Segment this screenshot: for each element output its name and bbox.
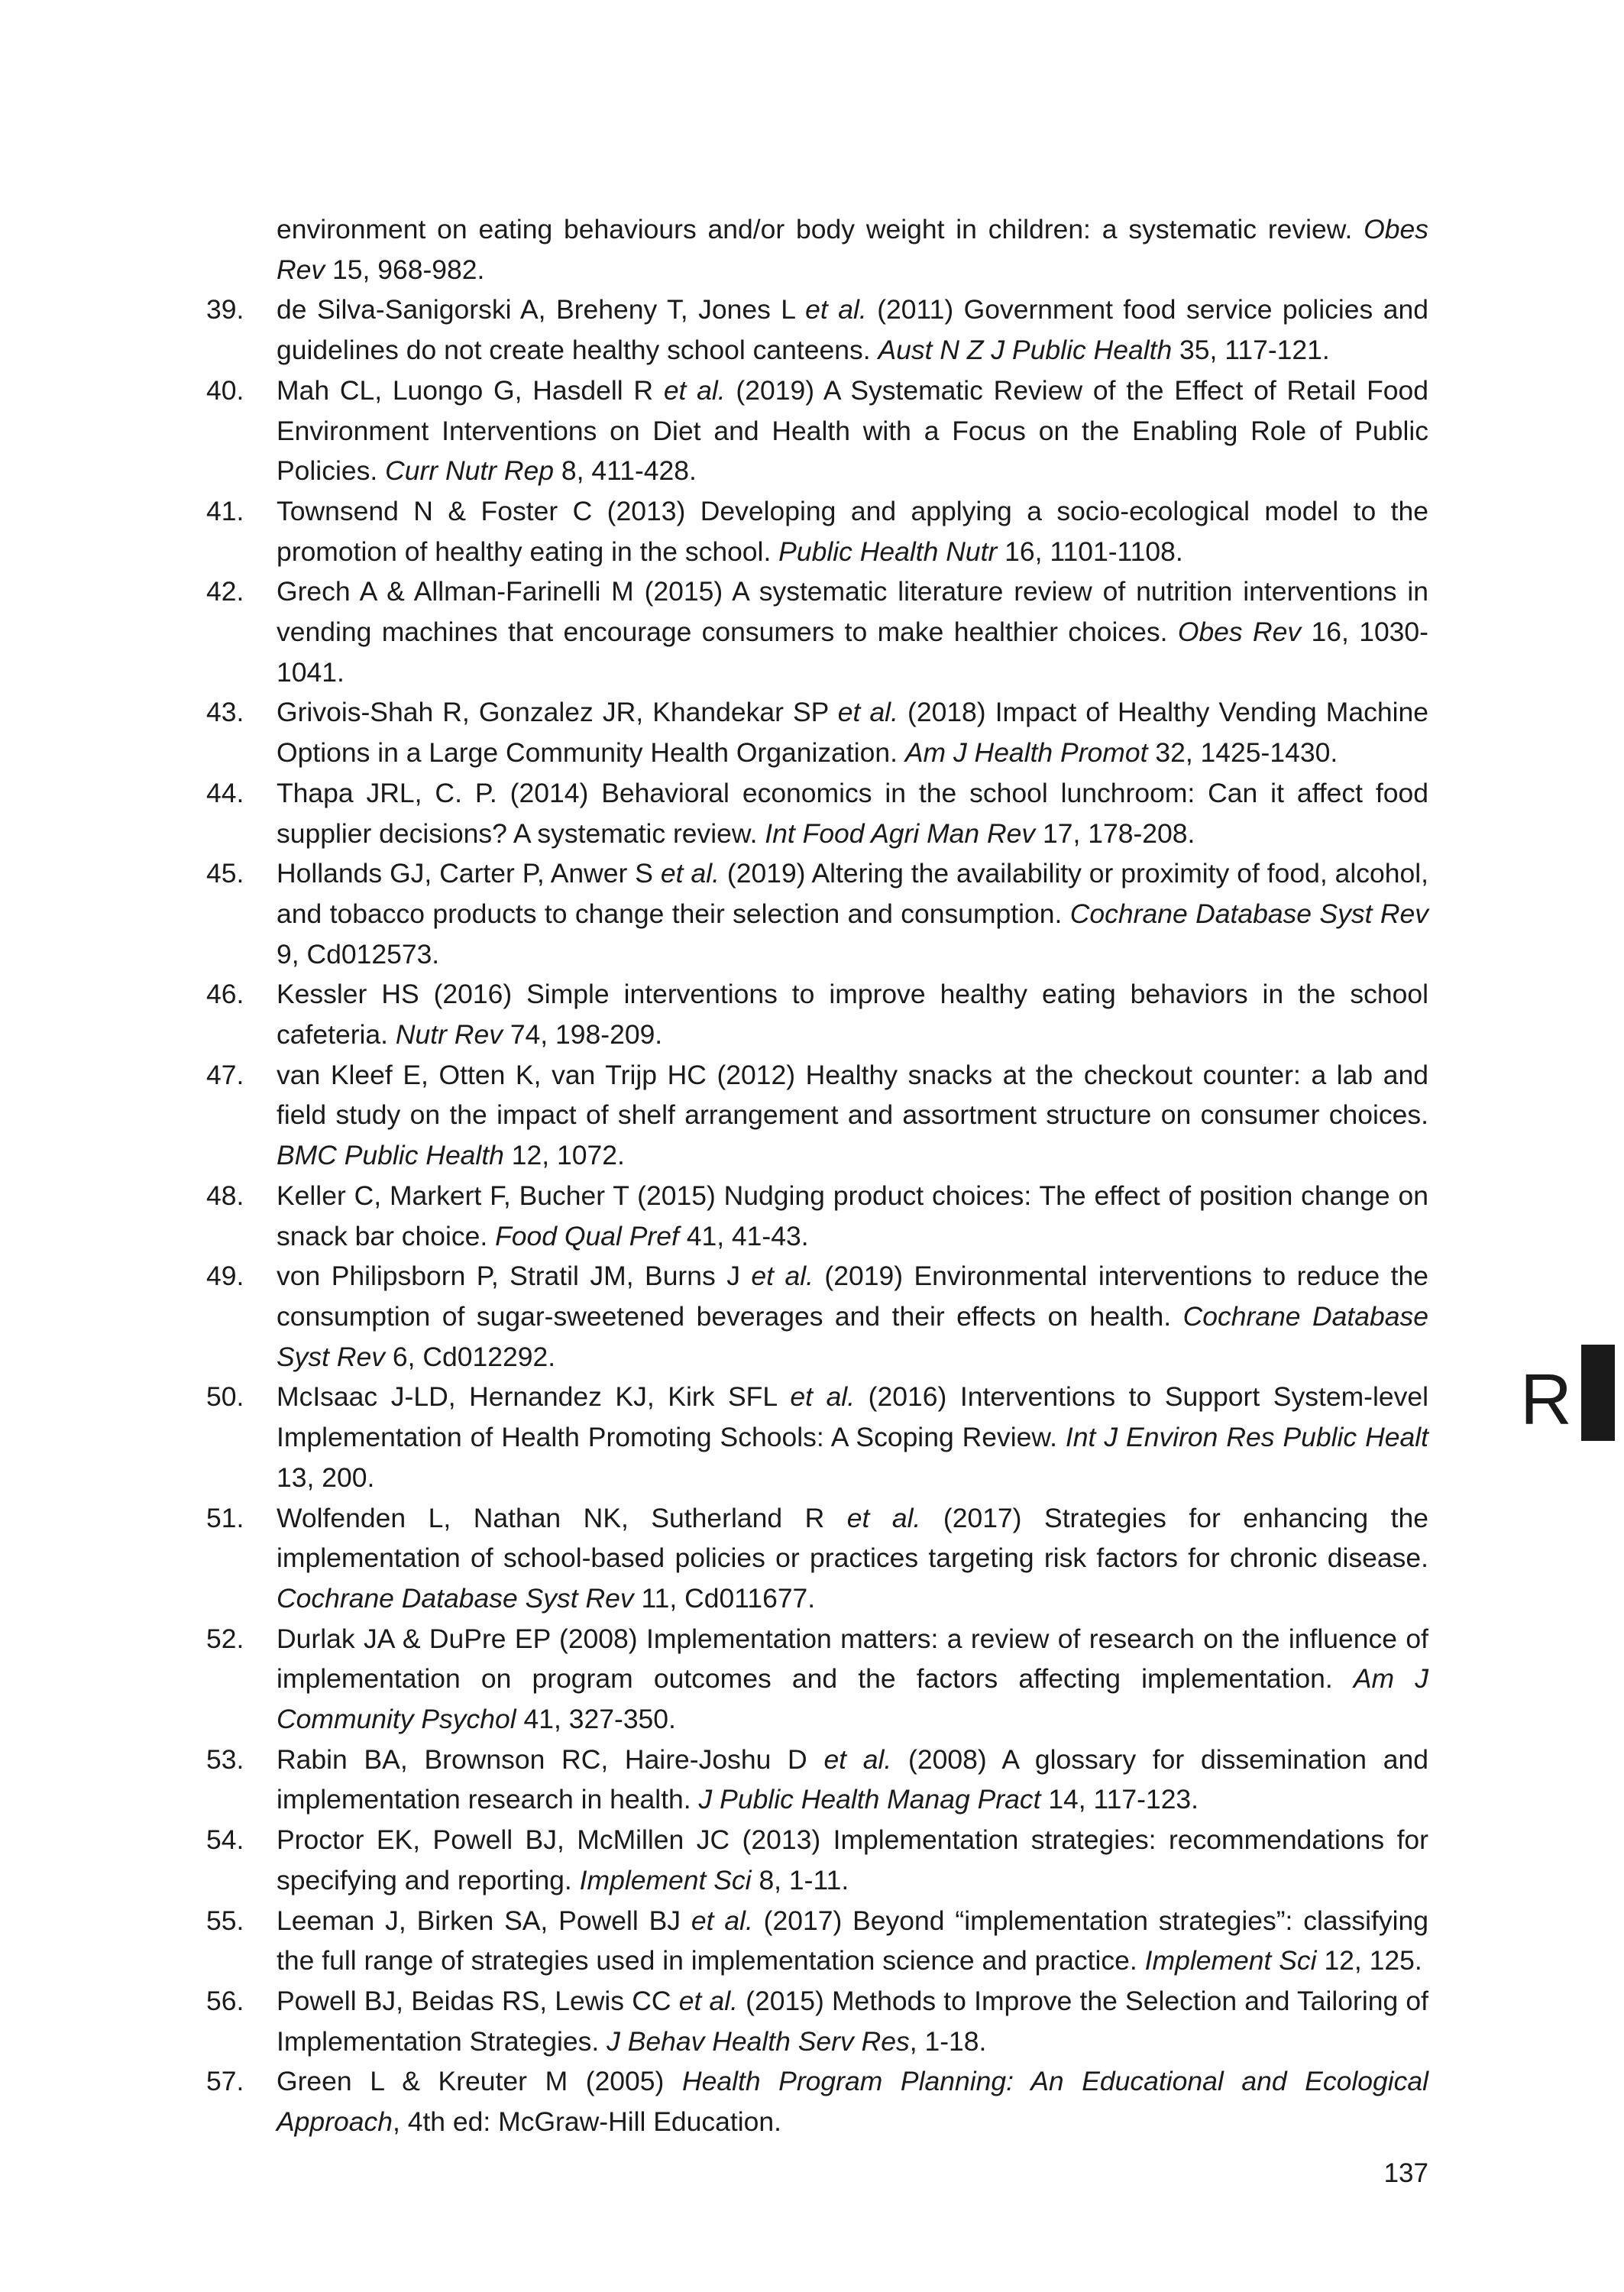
reference-text: 74, 198-209. (502, 1019, 663, 1050)
reference-text: McIsaac J-LD, Hernandez KJ, Kirk SFL (277, 1381, 791, 1413)
reference-italic-text: J Public Health Manag Pract (698, 1784, 1041, 1815)
reference-item (206, 692, 1428, 772)
reference-item (206, 1377, 1428, 1497)
reference-text: , 1-18. (909, 2025, 987, 2057)
reference-text: 41, 41-43. (678, 1220, 809, 1251)
reference-text: Rabin BA, Brownson RC, Haire-Joshu D (277, 1743, 824, 1775)
reference-text: (2015) Methods to Improve the Selection and Tailoring of Implementation Strategies. (277, 1985, 1428, 2057)
reference-item (206, 1256, 1428, 1377)
reference-italic-text: Cochrane Database Syst Rev (277, 1582, 634, 1614)
reference-text: 8, 411-428. (554, 455, 697, 487)
reference-italic-text: et al. (846, 1502, 921, 1533)
reference-text: (2018) Impact of Healthy Vending Machine Options in a Large Community Health Organization. (277, 697, 1428, 769)
reference-text: 32, 1425-1430. (1147, 737, 1338, 769)
reference-text: Grech A & Allman-Farinelli M (2015) A systematic literature review of nutrition interventions in vending machines that encourage consumers to make healthier choices. (277, 576, 1428, 648)
reference-italic-text: Public Health Nutr (778, 536, 998, 567)
reference-italic-text: Cochrane Database Syst Rev (1069, 898, 1428, 929)
reference-number: 52. (206, 1623, 244, 1654)
reference-italic-text: et al. (751, 1261, 814, 1292)
reference-item (206, 1740, 1428, 1820)
reference-number: 50. (206, 1381, 244, 1413)
reference-text: environment on eating behaviours and/or body weight in children: a systematic review. (277, 214, 1364, 244)
reference-text: Hollands GJ, Carter P, Anwer S (277, 858, 661, 889)
reference-item (206, 571, 1428, 692)
reference-text: (2017) Strategies for enhancing the implementation of school-based policies or practices targeting risk factors for chronic disease. (277, 1502, 1428, 1574)
reference-text: 14, 117-123. (1040, 1784, 1199, 1815)
reference-item (206, 209, 1428, 290)
reference-italic-text: Obes Rev (1177, 617, 1302, 648)
reference-item (206, 2061, 1428, 2141)
reference-item (206, 974, 1428, 1054)
reference-text: (2019) A Systematic Review of the Effect of Retail Food Environment Interventions on Diet and Health with a Focus on the Enabling Role of Public Policies. (277, 374, 1428, 487)
reference-item (206, 1498, 1428, 1619)
reference-item (206, 290, 1428, 370)
reference-item (206, 1176, 1428, 1256)
reference-text: 15, 968-982. (325, 254, 485, 285)
reference-item (206, 371, 1428, 491)
reference-text: (2008) A glossary for dissemination and implementation research in health. (277, 1743, 1428, 1815)
reference-item (206, 773, 1428, 853)
reference-text: 12, 1072. (503, 1140, 625, 1171)
reference-number: 44. (206, 777, 244, 808)
reference-text: 17, 178-208. (1035, 817, 1195, 849)
reference-italic-text: Int J Environ Res Public Healt (1065, 1422, 1428, 1453)
reference-italic-text: J Behav Health Serv Res (607, 2025, 910, 2057)
reference-text: (2019) Environmental interventions to reduce the consumption of sugar-sweetened beverages and their effects on health. (277, 1261, 1428, 1332)
reference-text: Kessler HS (2016) Simple interventions to improve healthy eating behaviors in the school cafeteria. (277, 979, 1428, 1050)
reference-italic-text: et al. (678, 1985, 738, 2016)
reference-italic-text: Curr Nutr Rep (385, 455, 555, 487)
reference-text: 11, Cd011677. (633, 1582, 816, 1614)
reference-text: van Kleef E, Otten K, van Trijp HC (2012) Healthy snacks at the checkout counter: a lab and field study on the impact of shelf arrangement and assortment structure on consumer choices. (277, 1059, 1428, 1131)
reference-italic-text: et al. (837, 697, 898, 728)
reference-italic-text: et al. (660, 858, 720, 889)
reference-text: Keller C, Markert F, Bucher T (2015) Nudging product choices: The effect of position change on snack bar choice. (277, 1180, 1428, 1251)
reference-number: 56. (206, 1985, 244, 2016)
reference-italic-text: et al. (790, 1381, 856, 1413)
reference-item (206, 1901, 1428, 1981)
reference-number: 57. (206, 2066, 244, 2097)
reference-italic-text: Am J Health Promot (904, 737, 1148, 769)
reference-text: 16, 1101-1108. (997, 536, 1183, 567)
reference-italic-text: Obes Rev (277, 214, 1428, 285)
reference-text: 9, Cd012573. (277, 938, 440, 970)
reference-text: , 4th ed: McGraw-Hill Education. (392, 2106, 781, 2138)
reference-italic-text: Int Food Agri Man Rev (765, 817, 1036, 849)
chapter-tab-marker (1581, 1345, 1615, 1441)
reference-text: Wolfenden L, Nathan NK, Sutherland R (277, 1502, 847, 1533)
reference-item (206, 1619, 1428, 1740)
reference-item (206, 1055, 1428, 1176)
reference-number: 54. (206, 1824, 244, 1856)
reference-italic-text: Cochrane Database Syst Rev (277, 1300, 1428, 1372)
reference-italic-text: et al. (691, 1905, 753, 1936)
reference-italic-text: Am J Community Psychol (277, 1663, 1428, 1735)
reference-number: 49. (206, 1261, 244, 1292)
reference-number: 53. (206, 1743, 244, 1775)
reference-text: 35, 117-121. (1172, 335, 1330, 366)
reference-text: Durlak JA & DuPre EP (2008) Implementation matters: a review of research on the influence of implementation on program outcomes and the factors affecting implementation. (277, 1623, 1428, 1695)
reference-text: 13, 200. (277, 1462, 375, 1493)
reference-number: 41. (206, 495, 244, 526)
reference-list (206, 209, 1428, 2142)
reference-number: 51. (206, 1502, 244, 1533)
reference-text: (2019) Altering the availability or proximity of food, alcohol, and tobacco products to change their selection and consumption. (277, 858, 1429, 929)
reference-number: 40. (206, 374, 244, 406)
reference-italic-text: BMC Public Health (277, 1140, 504, 1171)
reference-text: Leeman J, Birken SA, Powell BJ (277, 1905, 691, 1936)
chapter-tab-letter: R (1520, 1359, 1572, 1439)
reference-number: 46. (206, 979, 244, 1010)
reference-item (206, 491, 1428, 571)
reference-text: (2017) Beyond “implementation strategies”: classifying the full range of strategies used in implementation science and practice. (277, 1905, 1428, 1976)
reference-text: 16, 1030-1041. (277, 617, 1428, 688)
reference-number: 48. (206, 1180, 244, 1211)
reference-italic-text: Implement Sci (1144, 1945, 1317, 1976)
reference-text: Proctor EK, Powell BJ, McMillen JC (2013) Implementation strategies: recommendations for specifying and reporting. (277, 1824, 1428, 1895)
reference-text: Townsend N & Foster C (2013) Developing and applying a socio-ecological model to the promotion of healthy eating in the school. (277, 495, 1428, 567)
reference-text: de Silva-Sanigorski A, Breheny T, Jones L (277, 294, 806, 325)
reference-number: 45. (206, 858, 244, 889)
reference-number: 39. (206, 294, 244, 325)
reference-text: 41, 327-350. (516, 1704, 676, 1735)
reference-text: 12, 125. (1316, 1945, 1422, 1976)
reference-number: 42. (206, 576, 244, 607)
reference-text: (2016) Interventions to Support System-level Implementation of Health Promoting Schools: A Scoping Review. (277, 1381, 1428, 1453)
reference-text: Grivois-Shah R, Gonzalez JR, Khandekar SP (277, 697, 838, 728)
reference-italic-text: et al. (823, 1743, 892, 1775)
reference-item (206, 1981, 1428, 2061)
reference-text: von Philipsborn P, Stratil JM, Burns J (277, 1261, 752, 1292)
reference-italic-text: Nutr Rev (395, 1019, 503, 1050)
reference-item (206, 853, 1428, 974)
reference-number: 43. (206, 697, 244, 728)
reference-number: 47. (206, 1059, 244, 1090)
reference-italic-text: Implement Sci (579, 1864, 752, 1895)
reference-number: 55. (206, 1905, 244, 1936)
reference-text: (2011) Government food service policies and guidelines do not create healthy school canteens. (277, 294, 1428, 366)
reference-italic-text: Aust N Z J Public Health (878, 335, 1173, 366)
reference-item (206, 1820, 1428, 1900)
reference-text: Powell BJ, Beidas RS, Lewis CC (277, 1985, 679, 2016)
reference-text: Green L & Kreuter M (2005) (277, 2066, 682, 2097)
reference-italic-text: et al. (663, 374, 726, 406)
page-number: 137 (1383, 2158, 1428, 2188)
reference-text: 8, 1-11. (751, 1864, 849, 1895)
reference-italic-text: Health Program Planning: An Educational and Ecological Approach (277, 2066, 1428, 2138)
reference-text: 6, Cd012292. (385, 1341, 556, 1372)
reference-text: Mah CL, Luongo G, Hasdell R (277, 374, 664, 406)
reference-italic-text: Food Qual Pref (495, 1220, 679, 1251)
reference-text: Thapa JRL, C. P. (2014) Behavioral economics in the school lunchroom: Can it affect food supplier decisions? A systematic review. (277, 777, 1428, 849)
reference-italic-text: et al. (805, 294, 867, 325)
